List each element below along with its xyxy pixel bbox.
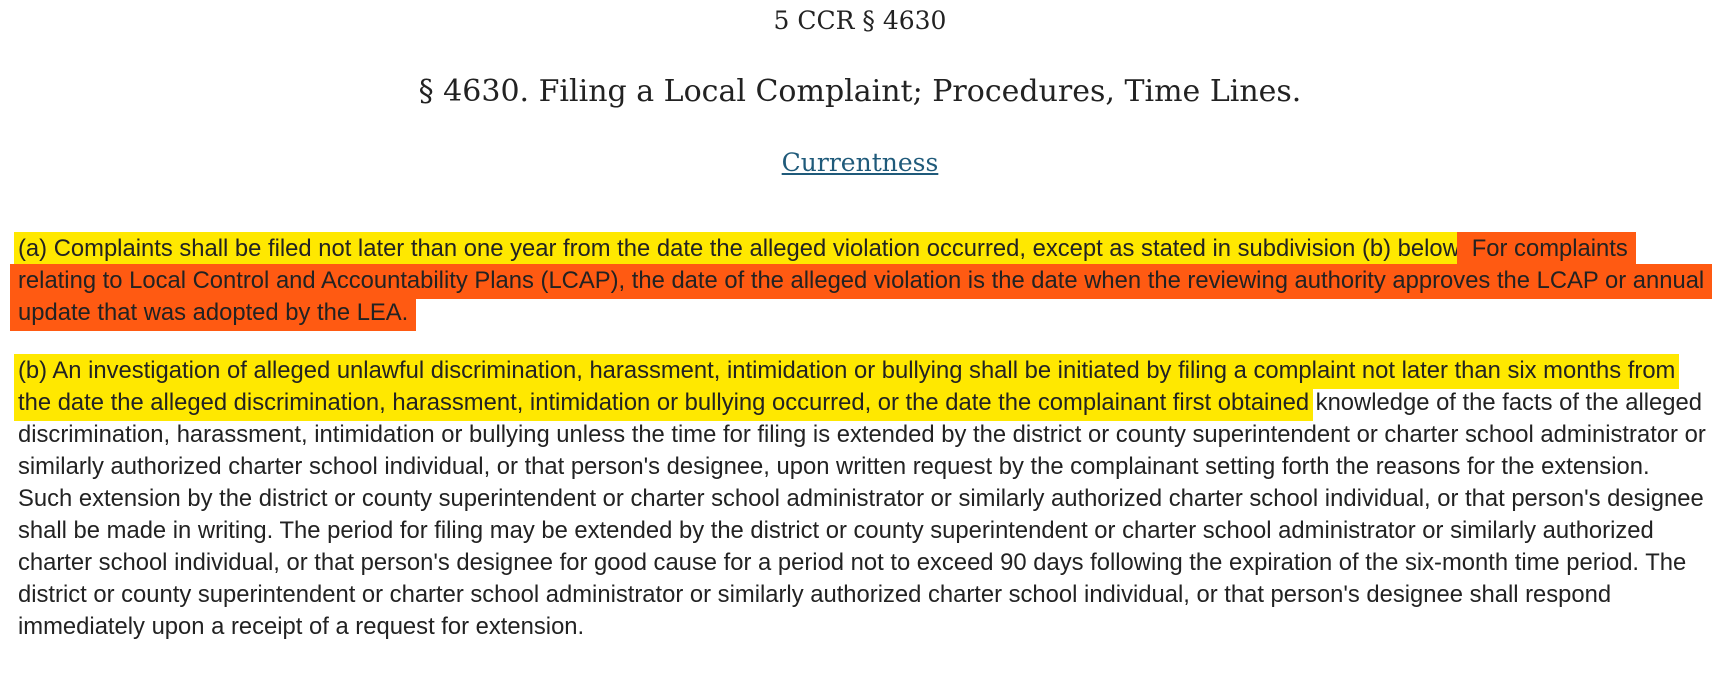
paragraph-b-plain-text: knowledge of the facts of the alleged discrimination, harassment, intimidation or bullying unless the time for filing is extended by the district or county superintendent or charter school administrator or similarly authorized charter school individual, or that person's designee, upon written request by the complainant setting forth the reasons for the extension. Such extension by the district or county superintendent or charter school administrator or similarly authorized charter school individual, or that person's designee shall be made in writing. The period for filing may be extended by the district or county superintendent or charter school administrator or similarly authorized charter school individual, or that person's designee for good cause for a period not to exceed 90 days following the expiration of the six-month time period. The district or county superintendent or charter school administrator or similarly authorized charter school individual, or that person's designee shall respond immediately upon a receipt of a request for extension. — [18, 389, 1706, 640]
paragraph-b-yellow-highlight: (b) An investigation of alleged unlawful discrimination, harassment, intimidation or bullying shall be initiated by filing a complaint not later than six months from the date the alleged discrimination, harassment, intimidation or bullying occurred, or the date the complainant first obtained — [18, 354, 1675, 421]
citation-header: 5 CCR § 4630 — [773, 6, 947, 35]
currentness-container — [0, 148, 1720, 177]
paragraph-a-yellow-highlight: (a) Complaints shall be filed not later than one year from the date the alleged violation occurred, except as stated in subdivision (b) below. — [18, 232, 1465, 267]
paragraph-b — [18, 355, 1708, 643]
section-heading: § 4630. Filing a Local Complaint; Procedures, Time Lines. — [418, 74, 1302, 109]
paragraph-a-orange-highlight: For complaints relating to Local Control and Accountability Plans (LCAP), the date of the alleged violation is the date when the reviewing authority approves the LCAP or annual update that was adopted by the LEA. — [18, 232, 1704, 331]
paragraph-a — [18, 233, 1708, 329]
currentness-link[interactable]: Currentness — [781, 148, 939, 177]
